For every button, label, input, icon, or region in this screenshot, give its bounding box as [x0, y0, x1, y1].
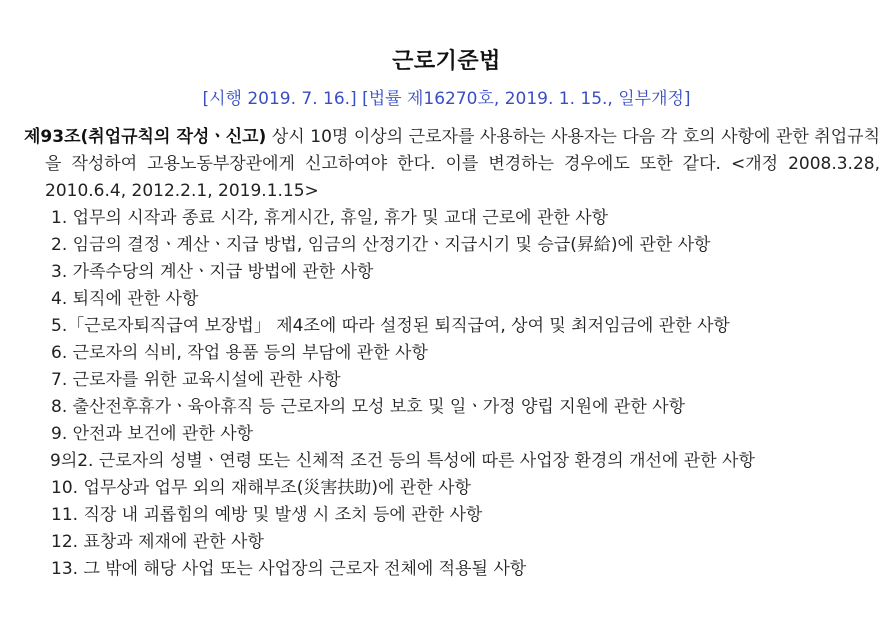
article-93: [24, 124, 880, 583]
article-item-7: 7. 근로자를 위한 교육시설에 관한 사항: [51, 370, 341, 390]
enforcement-info: [시행 2019. 7. 16.] [법률 제16270호, 2019. 1. 15., 일부개정]: [202, 89, 691, 109]
article-heading: 제93조(취업규칙의 작성ㆍ신고): [24, 127, 267, 147]
article-item-11: 11. 직장 내 괴롭힘의 예방 및 발생 시 조치 등에 관한 사항: [51, 505, 483, 525]
article-lead: [24, 124, 880, 205]
article-item-9: 9. 안전과 보건에 관한 사항: [51, 424, 254, 444]
article-item-3: 3. 가족수당의 계산ㆍ지급 방법에 관한 사항: [51, 262, 374, 282]
law-title: 근로기준법: [392, 49, 501, 74]
article-item-10: 10. 업무상과 업무 외의 재해부조(災害扶助)에 관한 사항: [51, 478, 471, 498]
article-item-13: 13. 그 밖에 해당 사업 또는 사업장의 근로자 전체에 적용될 사항: [51, 559, 527, 579]
article-item-6: 6. 근로자의 식비, 작업 용품 등의 부담에 관한 사항: [51, 343, 428, 363]
article-item-4: 4. 퇴직에 관한 사항: [51, 289, 199, 309]
article-item-8: 8. 출산전후휴가ㆍ육아휴직 등 근로자의 모성 보호 및 일ㆍ가정 양립 지원에 관한 사항: [51, 397, 686, 417]
article-item-9-2: 9의2. 근로자의 성별ㆍ연령 또는 신체적 조건 등의 특성에 따른 사업장 환경의 개선에 관한 사항: [50, 451, 755, 471]
article-item-2: 2. 임금의 결정ㆍ계산ㆍ지급 방법, 임금의 산정기간ㆍ지급시기 및 승급(昇給)에 관한 사항: [51, 235, 711, 255]
article-item-1: 1. 업무의 시작과 종료 시각, 휴게시간, 휴일, 휴가 및 교대 근로에 관한 사항: [51, 208, 609, 228]
article-items: [24, 205, 880, 583]
article-item-5: 5.「근로자퇴직급여 보장법」 제4조에 따라 설정된 퇴직급여, 상여 및 최저임금에 관한 사항: [51, 316, 730, 336]
article-item-12: 12. 표창과 제재에 관한 사항: [51, 532, 264, 552]
article-body: 상시 10명 이상의 근로자를 사용하는 사용자는 다음 각 호의 사항에 관한 취업규칙을 작성하여 고용노동부장관에게 신고하여야 한다. 이를 변경하는 경우에도 또한 같다. <개정 2008.3.28, 2010.6.4, 2012.2.1, 2019.1.15>: [45, 127, 880, 201]
